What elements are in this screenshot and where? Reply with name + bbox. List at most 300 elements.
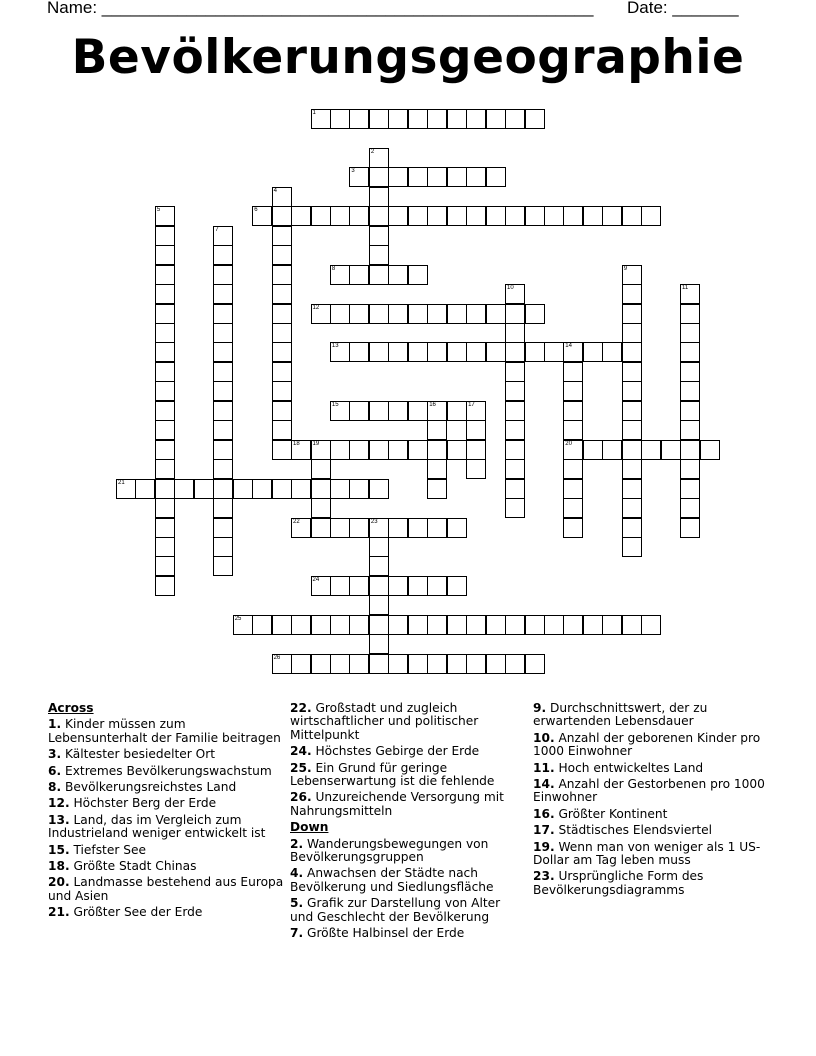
grid-cell[interactable] [213,440,233,460]
grid-cell[interactable] [388,167,408,187]
grid-cell[interactable] [466,654,486,674]
grid-cell[interactable] [388,265,408,285]
grid-cell[interactable] [155,518,175,538]
grid-cell[interactable] [388,518,408,538]
grid-cell[interactable] [427,654,447,674]
grid-cell[interactable] [272,381,292,401]
grid-cell[interactable] [388,109,408,129]
grid-cell[interactable] [408,304,428,324]
grid-cell[interactable] [505,401,525,421]
grid-cell[interactable] [349,206,369,226]
grid-cell[interactable] [544,206,564,226]
grid-cell[interactable] [408,440,428,460]
grid-cell[interactable] [427,304,447,324]
grid-cell[interactable] [447,654,467,674]
grid-cell[interactable] [602,206,622,226]
grid-cell[interactable] [252,479,272,499]
grid-cell[interactable] [466,615,486,635]
grid-cell[interactable] [272,654,292,674]
grid-cell[interactable] [505,440,525,460]
grid-cell[interactable] [505,284,525,304]
grid-cell[interactable] [233,615,253,635]
grid-cell[interactable] [291,654,311,674]
clue-number: 14 [565,343,572,350]
grid-cell[interactable] [155,440,175,460]
grid-cell[interactable] [544,615,564,635]
grid-cell[interactable] [155,323,175,343]
grid-cell[interactable] [349,654,369,674]
grid-cell[interactable] [349,265,369,285]
grid-cell[interactable] [349,479,369,499]
grid-cell[interactable] [369,187,389,207]
grid-cell[interactable] [466,459,486,479]
grid-cell[interactable] [155,537,175,557]
grid-cell[interactable] [680,518,700,538]
grid-cell[interactable] [466,206,486,226]
grid-cell[interactable] [213,537,233,557]
grid-cell[interactable] [291,615,311,635]
grid-cell[interactable] [272,265,292,285]
grid-cell[interactable] [349,518,369,538]
grid-cell[interactable] [349,576,369,596]
grid-cell[interactable] [505,654,525,674]
grid-cell[interactable] [349,615,369,635]
grid-cell[interactable] [194,479,214,499]
grid-cell[interactable] [447,576,467,596]
grid-cell[interactable] [330,654,350,674]
grid-cell[interactable] [525,304,545,324]
grid-cell[interactable] [641,615,661,635]
grid-cell[interactable] [680,401,700,421]
grid-cell[interactable] [233,479,253,499]
grid-cell[interactable] [155,206,175,226]
grid-cell[interactable] [349,342,369,362]
grid-cell[interactable] [486,109,506,129]
grid-cell[interactable] [680,420,700,440]
grid-cell[interactable] [602,615,622,635]
grid-cell[interactable] [135,479,155,499]
grid-cell[interactable] [680,381,700,401]
grid-cell[interactable] [388,615,408,635]
grid-cell[interactable] [466,440,486,460]
grid-cell[interactable] [330,576,350,596]
grid-cell[interactable] [213,556,233,576]
grid-cell[interactable] [272,284,292,304]
grid-cell[interactable] [505,498,525,518]
grid-cell[interactable] [408,109,428,129]
grid-cell[interactable] [505,323,525,343]
grid-cell[interactable] [311,479,331,499]
grid-cell[interactable] [447,304,467,324]
grid-cell[interactable] [622,440,642,460]
grid-cell[interactable] [427,615,447,635]
grid-cell[interactable] [272,226,292,246]
grid-cell[interactable] [155,479,175,499]
grid-cell[interactable] [369,654,389,674]
grid-cell[interactable] [544,342,564,362]
grid-cell[interactable] [641,440,661,460]
grid-cell[interactable] [427,440,447,460]
grid-cell[interactable] [505,109,525,129]
grid-cell[interactable] [408,518,428,538]
grid-cell[interactable] [486,167,506,187]
grid-cell[interactable] [408,654,428,674]
grid-cell[interactable] [525,615,545,635]
grid-cell[interactable] [213,245,233,265]
grid-cell[interactable] [311,440,331,460]
grid-cell[interactable] [486,206,506,226]
grid-cell[interactable] [466,304,486,324]
grid-cell[interactable] [155,498,175,518]
grid-cell[interactable] [622,342,642,362]
grid-cell[interactable] [155,304,175,324]
grid-cell[interactable] [272,401,292,421]
grid-cell[interactable] [369,226,389,246]
grid-cell[interactable] [349,109,369,129]
grid-cell[interactable] [622,479,642,499]
grid-cell[interactable] [330,518,350,538]
clue-number: 11 [682,285,689,291]
grid-cell[interactable] [447,401,467,421]
grid-cell[interactable] [680,362,700,382]
grid-cell[interactable] [563,362,583,382]
grid-cell[interactable] [311,654,331,674]
grid-cell[interactable] [155,226,175,246]
grid-cell[interactable] [447,615,467,635]
grid-cell[interactable] [272,187,292,207]
grid-cell[interactable] [583,615,603,635]
grid-cell[interactable] [213,362,233,382]
grid-cell[interactable] [213,323,233,343]
clue-text: Kinder müssen zum Lebensunterhalt der Familie beitragen [48,717,281,745]
grid-cell[interactable] [213,420,233,440]
grid-cell[interactable] [563,440,583,460]
grid-cell[interactable] [622,381,642,401]
grid-cell[interactable] [272,440,292,460]
grid-cell[interactable] [466,167,486,187]
grid-cell[interactable] [330,342,350,362]
grid-cell[interactable] [369,206,389,226]
grid-cell[interactable] [466,420,486,440]
grid-cell[interactable] [155,245,175,265]
grid-cell[interactable] [622,323,642,343]
grid-cell[interactable] [388,401,408,421]
grid-cell[interactable] [155,342,175,362]
grid-cell[interactable] [349,401,369,421]
grid-cell[interactable] [272,342,292,362]
grid-cell[interactable] [369,537,389,557]
grid-cell[interactable] [252,615,272,635]
grid-cell[interactable] [388,440,408,460]
grid-cell[interactable] [563,342,583,362]
grid-cell[interactable] [505,381,525,401]
grid-cell[interactable] [272,479,292,499]
grid-cell[interactable] [311,206,331,226]
grid-cell[interactable] [388,206,408,226]
grid-cell[interactable] [486,654,506,674]
grid-cell[interactable] [272,615,292,635]
grid-cell[interactable] [427,518,447,538]
grid-cell[interactable] [447,440,467,460]
grid-cell[interactable] [525,654,545,674]
grid-cell[interactable] [525,206,545,226]
grid-cell[interactable] [311,576,331,596]
grid-cell[interactable] [349,304,369,324]
grid-cell[interactable] [155,576,175,596]
grid-cell[interactable] [369,440,389,460]
grid-cell[interactable] [427,342,447,362]
grid-cell[interactable] [505,362,525,382]
grid-cell[interactable] [563,498,583,518]
clue-text: Anwachsen der Städte nach Bevölkerung und Siedlungsfläche [290,866,494,894]
grid-cell[interactable] [563,518,583,538]
grid-cell[interactable] [213,498,233,518]
grid-cell[interactable] [680,498,700,518]
grid-cell[interactable] [622,537,642,557]
grid-cell[interactable] [213,518,233,538]
grid-cell[interactable] [447,206,467,226]
grid-cell[interactable] [700,440,720,460]
grid-cell[interactable] [563,459,583,479]
grid-cell[interactable] [505,342,525,362]
grid-cell[interactable] [291,206,311,226]
grid-cell[interactable] [369,245,389,265]
grid-cell[interactable] [174,479,194,499]
grid-cell[interactable] [311,498,331,518]
grid-cell[interactable] [427,109,447,129]
grid-cell[interactable] [369,148,389,168]
grid-cell[interactable] [330,440,350,460]
grid-cell[interactable] [661,440,681,460]
grid-cell[interactable] [272,323,292,343]
clue-number: 17 [468,401,475,408]
grid-cell[interactable] [622,615,642,635]
grid-cell[interactable] [408,576,428,596]
grid-cell[interactable] [622,362,642,382]
grid-cell[interactable] [622,265,642,285]
grid-cell[interactable] [447,342,467,362]
grid-cell[interactable] [622,498,642,518]
grid-cell[interactable] [680,479,700,499]
grid-cell[interactable] [291,440,311,460]
clue-number: 26. [290,790,312,805]
grid-cell[interactable] [155,556,175,576]
grid-cell[interactable] [427,401,447,421]
grid-cell[interactable] [369,556,389,576]
grid-cell[interactable] [583,206,603,226]
grid-cell[interactable] [213,265,233,285]
grid-cell[interactable] [369,109,389,129]
grid-cell[interactable] [213,342,233,362]
grid-cell[interactable] [213,479,233,499]
grid-cell[interactable] [680,304,700,324]
grid-cell[interactable] [427,459,447,479]
grid-cell[interactable] [272,362,292,382]
grid-cell[interactable] [602,342,622,362]
grid-cell[interactable] [447,109,467,129]
grid-cell[interactable] [427,420,447,440]
grid-cell[interactable] [291,518,311,538]
clue-text: Wenn man von weniger als 1 US-Dollar am Tag leben muss [533,839,761,868]
grid-cell[interactable] [525,109,545,129]
grid-cell[interactable] [330,206,350,226]
grid-cell[interactable] [486,615,506,635]
grid-cell[interactable] [505,304,525,324]
grid-cell[interactable] [447,518,467,538]
grid-cell[interactable] [505,206,525,226]
grid-cell[interactable] [155,284,175,304]
grid-cell[interactable] [369,265,389,285]
grid-cell[interactable] [622,459,642,479]
grid-cell[interactable] [583,440,603,460]
grid-cell[interactable] [369,167,389,187]
grid-cell[interactable] [427,206,447,226]
grid-cell[interactable] [213,401,233,421]
grid-cell[interactable] [525,342,545,362]
grid-cell[interactable] [505,420,525,440]
grid-cell[interactable] [272,206,292,226]
grid-cell[interactable] [311,109,331,129]
grid-cell[interactable] [563,615,583,635]
clue-item [290,745,522,758]
grid-cell[interactable] [311,518,331,538]
grid-cell[interactable] [155,381,175,401]
grid-cell[interactable] [427,167,447,187]
grid-cell[interactable] [680,440,700,460]
clue-text: Anzahl der geborenen Kinder pro 1000 Einwohner [533,730,761,759]
grid-cell[interactable] [408,167,428,187]
grid-cell[interactable] [272,245,292,265]
grid-cell[interactable] [622,420,642,440]
grid-cell[interactable] [330,401,350,421]
grid-cell[interactable] [466,401,486,421]
grid-cell[interactable] [408,401,428,421]
grid-cell[interactable] [330,304,350,324]
grid-cell[interactable] [311,615,331,635]
clue-item [533,870,773,897]
grid-cell[interactable] [408,265,428,285]
grid-cell[interactable] [505,615,525,635]
grid-cell[interactable] [155,420,175,440]
grid-cell[interactable] [369,615,389,635]
grid-cell[interactable] [311,459,331,479]
grid-cell[interactable] [622,304,642,324]
clue-number: 13. [48,812,70,827]
grid-cell[interactable] [408,206,428,226]
grid-cell[interactable] [272,420,292,440]
grid-cell[interactable] [622,206,642,226]
grid-cell[interactable] [680,459,700,479]
grid-cell[interactable] [563,401,583,421]
grid-cell[interactable] [602,440,622,460]
clue-text: Kältester besiedelter Ort [61,747,216,762]
grid-cell[interactable] [369,576,389,596]
grid-cell[interactable] [213,459,233,479]
grid-cell[interactable] [369,479,389,499]
grid-cell[interactable] [447,167,467,187]
grid-cell[interactable] [388,654,408,674]
grid-cell[interactable] [408,342,428,362]
grid-cell[interactable] [563,420,583,440]
grid-cell[interactable] [330,109,350,129]
grid-cell[interactable] [563,206,583,226]
clue-item [48,844,284,857]
clue-item [533,732,773,759]
clue-item [533,762,773,775]
grid-cell[interactable] [155,401,175,421]
grid-cell[interactable] [369,595,389,615]
grid-cell[interactable] [155,265,175,285]
grid-cell[interactable] [427,576,447,596]
grid-cell[interactable] [369,342,389,362]
grid-cell[interactable] [466,109,486,129]
clue-number: 5 [156,207,161,214]
grid-cell[interactable] [563,381,583,401]
grid-cell[interactable] [291,479,311,499]
grid-cell[interactable] [369,401,389,421]
grid-cell[interactable] [641,206,661,226]
clue-item [290,702,522,742]
clue-number: 24 [312,576,320,583]
grid-cell[interactable] [622,284,642,304]
clue-item [48,718,284,745]
grid-cell[interactable] [486,342,506,362]
grid-cell[interactable] [466,342,486,362]
grid-cell[interactable] [155,362,175,382]
grid-cell[interactable] [505,479,525,499]
grid-cell[interactable] [583,342,603,362]
grid-cell[interactable] [213,226,233,246]
grid-cell[interactable] [349,167,369,187]
grid-cell[interactable] [116,479,136,499]
grid-cell[interactable] [272,304,292,324]
grid-cell[interactable] [213,284,233,304]
grid-cell[interactable] [330,265,350,285]
grid-cell[interactable] [252,206,272,226]
grid-cell[interactable] [622,518,642,538]
grid-cell[interactable] [155,459,175,479]
grid-cell[interactable] [622,401,642,421]
grid-cell[interactable] [486,304,506,324]
grid-cell[interactable] [388,304,408,324]
clue-number: 21 [118,479,125,486]
grid-cell[interactable] [427,479,447,499]
clue-number: 22 [293,518,300,525]
grid-cell[interactable] [311,304,331,324]
grid-cell[interactable] [213,381,233,401]
grid-cell[interactable] [349,440,369,460]
grid-cell[interactable] [408,615,428,635]
grid-cell[interactable] [213,304,233,324]
grid-cell[interactable] [330,615,350,635]
grid-cell[interactable] [680,342,700,362]
clue-number: 26 [273,654,281,661]
grid-cell[interactable] [369,304,389,324]
grid-cell[interactable] [330,479,350,499]
grid-cell[interactable] [388,342,408,362]
clue-number: 25 [234,615,242,622]
clue-number: 23. [533,869,555,884]
clue-number: 21. [48,905,70,920]
grid-cell[interactable] [388,576,408,596]
grid-cell[interactable] [563,479,583,499]
grid-cell[interactable] [680,323,700,343]
grid-cell[interactable] [680,284,700,304]
grid-cell[interactable] [369,634,389,654]
grid-cell[interactable] [369,518,389,538]
clue-text: Höchster Berg der Erde [69,796,217,811]
grid-cell[interactable] [505,459,525,479]
